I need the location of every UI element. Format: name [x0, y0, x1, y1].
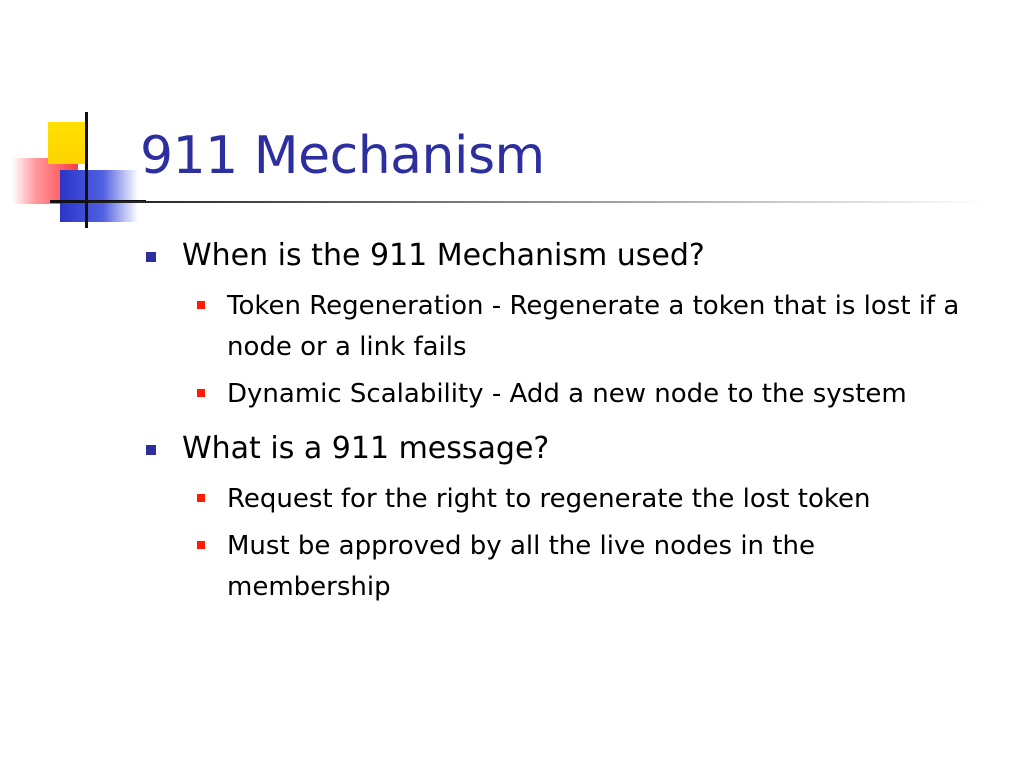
sub-bullet-text: Request for the right to regenerate the lost token — [227, 484, 871, 514]
square-bullet-icon — [197, 541, 205, 549]
sub-bullet-text: Dynamic Scalability - Add a new node to the system — [227, 379, 907, 409]
sub-bullet-list — [140, 286, 990, 415]
bullet-level2 — [140, 286, 972, 368]
square-bullet-icon — [146, 252, 156, 262]
square-bullet-icon — [146, 445, 156, 455]
slide-content — [140, 236, 990, 622]
bullet-text: When is the 911 Mechanism used? — [182, 238, 705, 273]
sub-bullet-list — [140, 479, 990, 608]
bullet-level2 — [140, 526, 972, 608]
square-bullet-icon — [197, 301, 205, 309]
title-underline — [88, 201, 988, 203]
bullet-level2 — [140, 374, 972, 415]
sub-bullet-text: Must be approved by all the live nodes in the membership — [227, 531, 815, 602]
square-bullet-icon — [197, 389, 205, 397]
bullet-level2 — [140, 479, 972, 520]
slide-logo-decoration — [0, 0, 150, 240]
slide-title: 911 Mechanism — [140, 126, 545, 186]
sub-bullet-text: Token Regeneration - Regenerate a token that is lost if a node or a link fails — [227, 291, 960, 362]
bullet-level1 — [140, 429, 990, 469]
logo-vertical-line — [85, 112, 88, 228]
logo-blue-block — [60, 170, 138, 222]
square-bullet-icon — [197, 494, 205, 502]
bullet-level1 — [140, 236, 990, 276]
bullet-text: What is a 911 message? — [182, 431, 550, 466]
logo-yellow-block — [48, 122, 86, 164]
